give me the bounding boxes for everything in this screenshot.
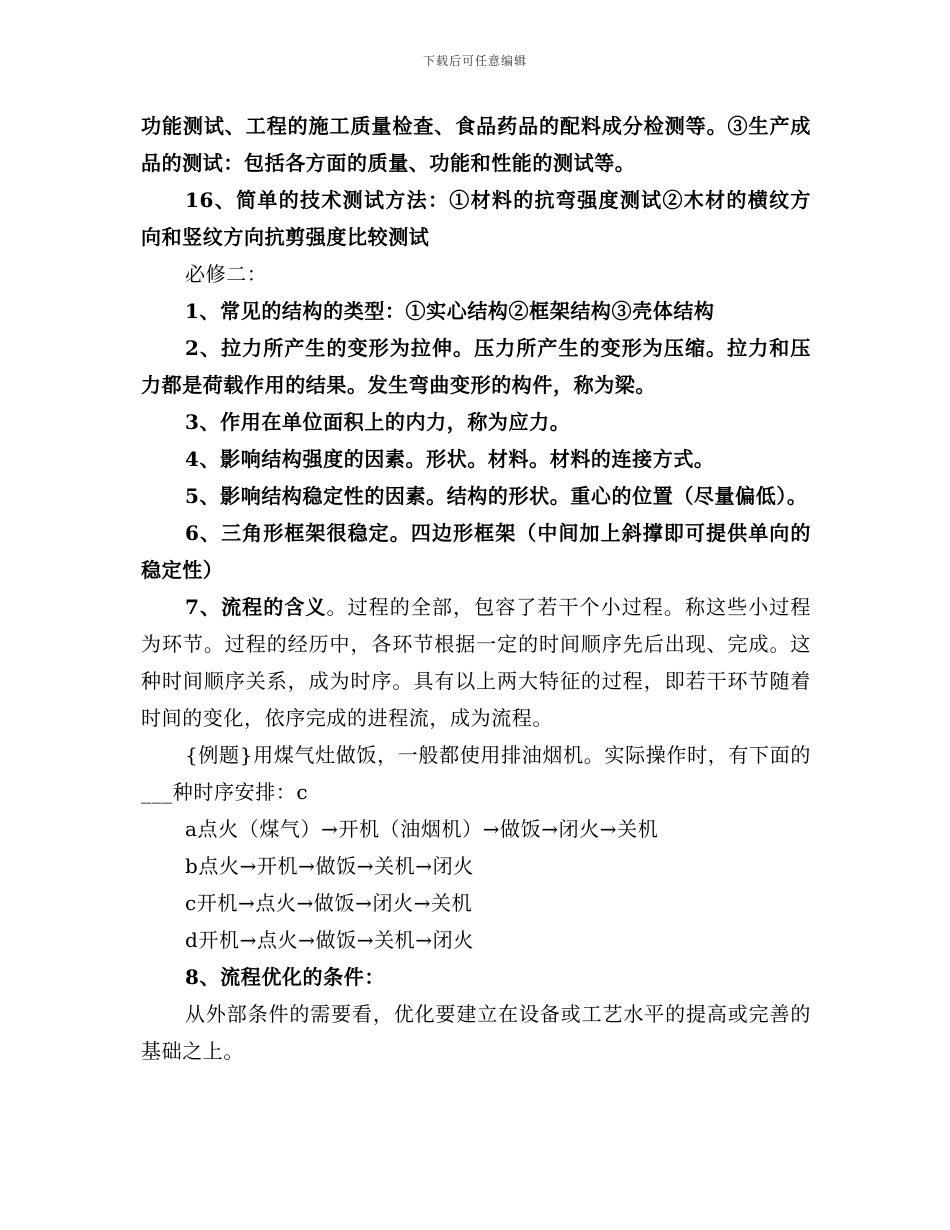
paragraph-testing-continued: 功能测试、工程的施工质量检查、食品药品的配料成分检测等。③生产成品的测试：包括各方面的质量、功能和性能的测试等。 bbox=[141, 114, 811, 175]
document-body bbox=[141, 108, 811, 1070]
paragraph-6-triangle-frame: 6、三角形框架很稳定。四边形框架（中间加上斜撑即可提供单向的稳定性） bbox=[141, 521, 811, 582]
paragraph-external-conditions: 从外部条件的需要看，优化要建立在设备或工艺水平的提高或完善的基础之上。 bbox=[141, 1002, 811, 1063]
choice-c: c开机→点火→做饭→闭火→关机 bbox=[185, 891, 473, 915]
paragraph-7-process-meaning bbox=[141, 589, 811, 737]
choice-b: b点火→开机→做饭→关机→闭火 bbox=[185, 854, 474, 878]
paragraph-8-optimization-conditions: 8、流程优化的条件： bbox=[185, 965, 385, 989]
paragraph-example-question: {例题}用煤气灶做饭，一般都使用排油烟机。实际操作时，有下面的___种时序安排：c bbox=[141, 743, 811, 804]
paragraph-1-structure-types: 1、常见的结构的类型：①实心结构②框架结构③壳体结构 bbox=[185, 299, 715, 323]
choice-d: d开机→点火→做饭→关机→闭火 bbox=[185, 928, 474, 952]
paragraph-7-title: 7、流程的含义 bbox=[185, 595, 327, 619]
page-header: 下载后可任意编辑 bbox=[422, 54, 527, 68]
section-heading-compulsory-two: 必修二： bbox=[185, 262, 268, 286]
paragraph-5-stability-factors: 5、影响结构稳定性的因素。结构的形状。重心的位置（尽量偏低）。 bbox=[185, 484, 808, 508]
paragraph-7-body: 。过程的全部，包容了若干个小过程。称这些小过程为环节。过程的经历中，各环节根据一定的时间顺序先后出现、完成。这种时间顺序关系，成为时序。具有以上两大特征的过程，即若干环节随着时间的变化，依序完成的进程流，成为流程。 bbox=[141, 595, 811, 730]
paragraph-4-strength-factors: 4、影响结构强度的因素。形状。材料。材料的连接方式。 bbox=[185, 447, 715, 471]
paragraph-2-tension-compression: 2、拉力所产生的变形为拉伸。压力所产生的变形为压缩。拉力和压力都是荷载作用的结果。发生弯曲变形的构件，称为梁。 bbox=[141, 336, 811, 397]
paragraph-16-test-methods: 16、简单的技术测试方法：①材料的抗弯强度测试②木材的横纹方向和竖纹方向抗剪强度比较测试 bbox=[141, 188, 811, 249]
paragraph-3-stress: 3、作用在单位面积上的内力，称为应力。 bbox=[185, 410, 571, 434]
choice-a: a点火（煤气）→开机（油烟机）→做饭→闭火→关机 bbox=[185, 817, 659, 841]
